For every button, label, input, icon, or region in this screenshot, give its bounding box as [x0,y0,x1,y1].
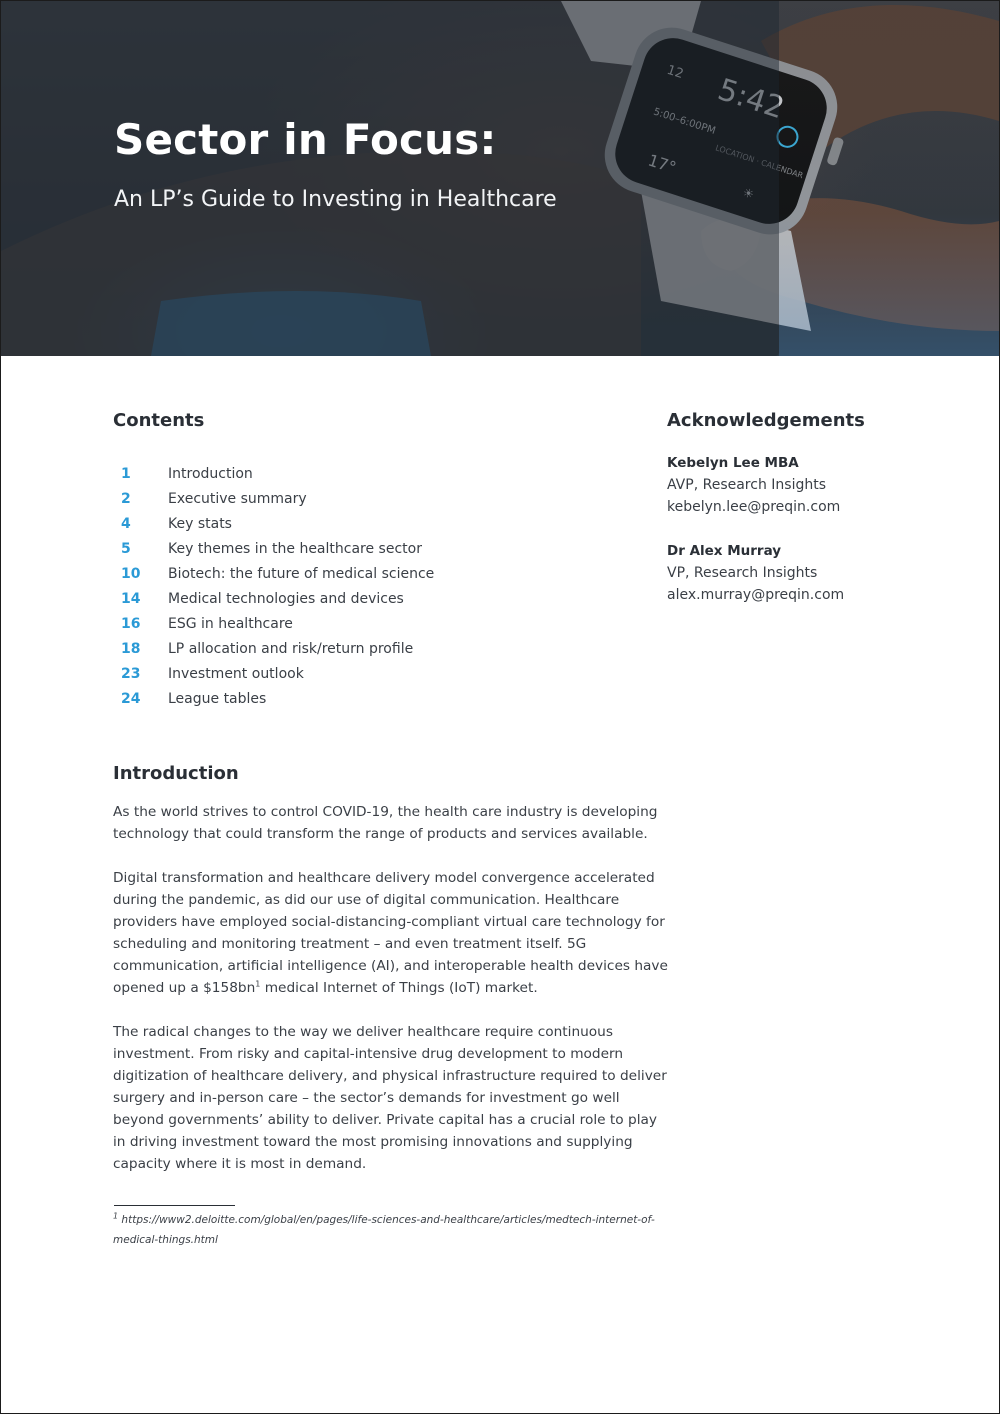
contents-page-number: 14 [121,590,141,607]
contents-label: LP allocation and risk/return profile [168,640,414,657]
hero-banner [1,1,999,356]
contents-page-number: 10 [121,565,141,582]
contents-page-number: 2 [121,490,131,507]
contents-label: Introduction [168,465,253,482]
contents-page-number: 16 [121,615,141,632]
intro-paragraph-1: As the world strives to control COVID-19, the health care industry is developing technology that could transform the range of products and services available. [113,804,658,842]
contents-item[interactable] [113,611,434,636]
intro-paragraph-2 [113,867,673,999]
contents-page-number: 23 [121,665,141,682]
intro-paragraph-2-text-end: medical Internet of Things (IoT) market. [260,980,538,996]
author-card [667,540,967,606]
author-name: Kebelyn Lee MBA [667,455,799,471]
contents-label: Key themes in the healthcare sector [168,540,422,557]
author-role: VP, Research Insights [667,565,818,581]
intro-paragraph-2-text: Digital transformation and healthcare delivery model convergence accelerated during the pandemic, as did our use of digital communication. Healthcare providers have employed social-distancing-compliant virtual care technology for scheduling and monitoring treatment – and even treatment itself. 5G communication, artificial intelligence (AI), and interoperable health devices have opened up a $158bn [113,870,668,996]
footnote-link[interactable]: https://www2.deloitte.com/global/en/pages/life-sciences-and-healthcare/articles/medtech-internet-of-medical-things.html [113,1214,655,1246]
contents-page-number: 1 [121,465,131,482]
author-email[interactable]: kebelyn.lee@preqin.com [667,499,841,515]
author-role: AVP, Research Insights [667,477,826,493]
contents-item[interactable] [113,636,434,661]
hero-dark-overlay [1,1,779,356]
page-subtitle: An LP’s Guide to Investing in Healthcare [114,187,557,212]
contents-page-number: 24 [121,690,141,707]
acknowledgements-heading: Acknowledgements [667,410,865,431]
contents-item[interactable] [113,511,434,536]
introduction-body [113,801,673,1197]
contents-page-number: 4 [121,515,131,532]
contents-item[interactable] [113,586,434,611]
acknowledgements-list [667,452,967,628]
contents-label: Key stats [168,515,232,532]
author-email[interactable]: alex.murray@preqin.com [667,587,845,603]
contents-label: Biotech: the future of medical science [168,565,435,582]
hero-photo-tint [779,1,999,356]
footnote-divider [114,1205,235,1206]
footnote-reference[interactable]: 1 [255,979,261,989]
contents-item[interactable] [113,536,434,561]
contents-heading: Contents [113,410,205,431]
contents-list [113,461,434,711]
contents-page-number: 18 [121,640,141,657]
contents-item[interactable] [113,561,434,586]
contents-label: ESG in healthcare [168,615,293,632]
contents-label: Investment outlook [168,665,304,682]
contents-item[interactable] [113,461,434,486]
contents-item[interactable] [113,686,434,711]
introduction-heading: Introduction [113,763,239,784]
contents-label: League tables [168,690,267,707]
contents-page-number: 5 [121,540,131,557]
contents-label: Medical technologies and devices [168,590,404,607]
footnote [113,1210,673,1250]
footnote-number: 1 [113,1211,119,1221]
author-card [667,452,967,518]
author-name: Dr Alex Murray [667,543,782,559]
page-title: Sector in Focus: [114,115,497,164]
contents-item[interactable] [113,661,434,686]
contents-label: Executive summary [168,490,307,507]
intro-paragraph-3: The radical changes to the way we deliver healthcare require continuous investment. From risky and capital-intensive drug development to modern digitization of healthcare delivery, and physical infrastructure required to deliver surgery and in-person care – the sector’s demands for investment go well beyond governments’ ability to deliver. Private capital has a crucial role to play in driving investment toward the most promising innovations and supplying capacity where it is most in demand. [113,1024,667,1172]
contents-item[interactable] [113,486,434,511]
